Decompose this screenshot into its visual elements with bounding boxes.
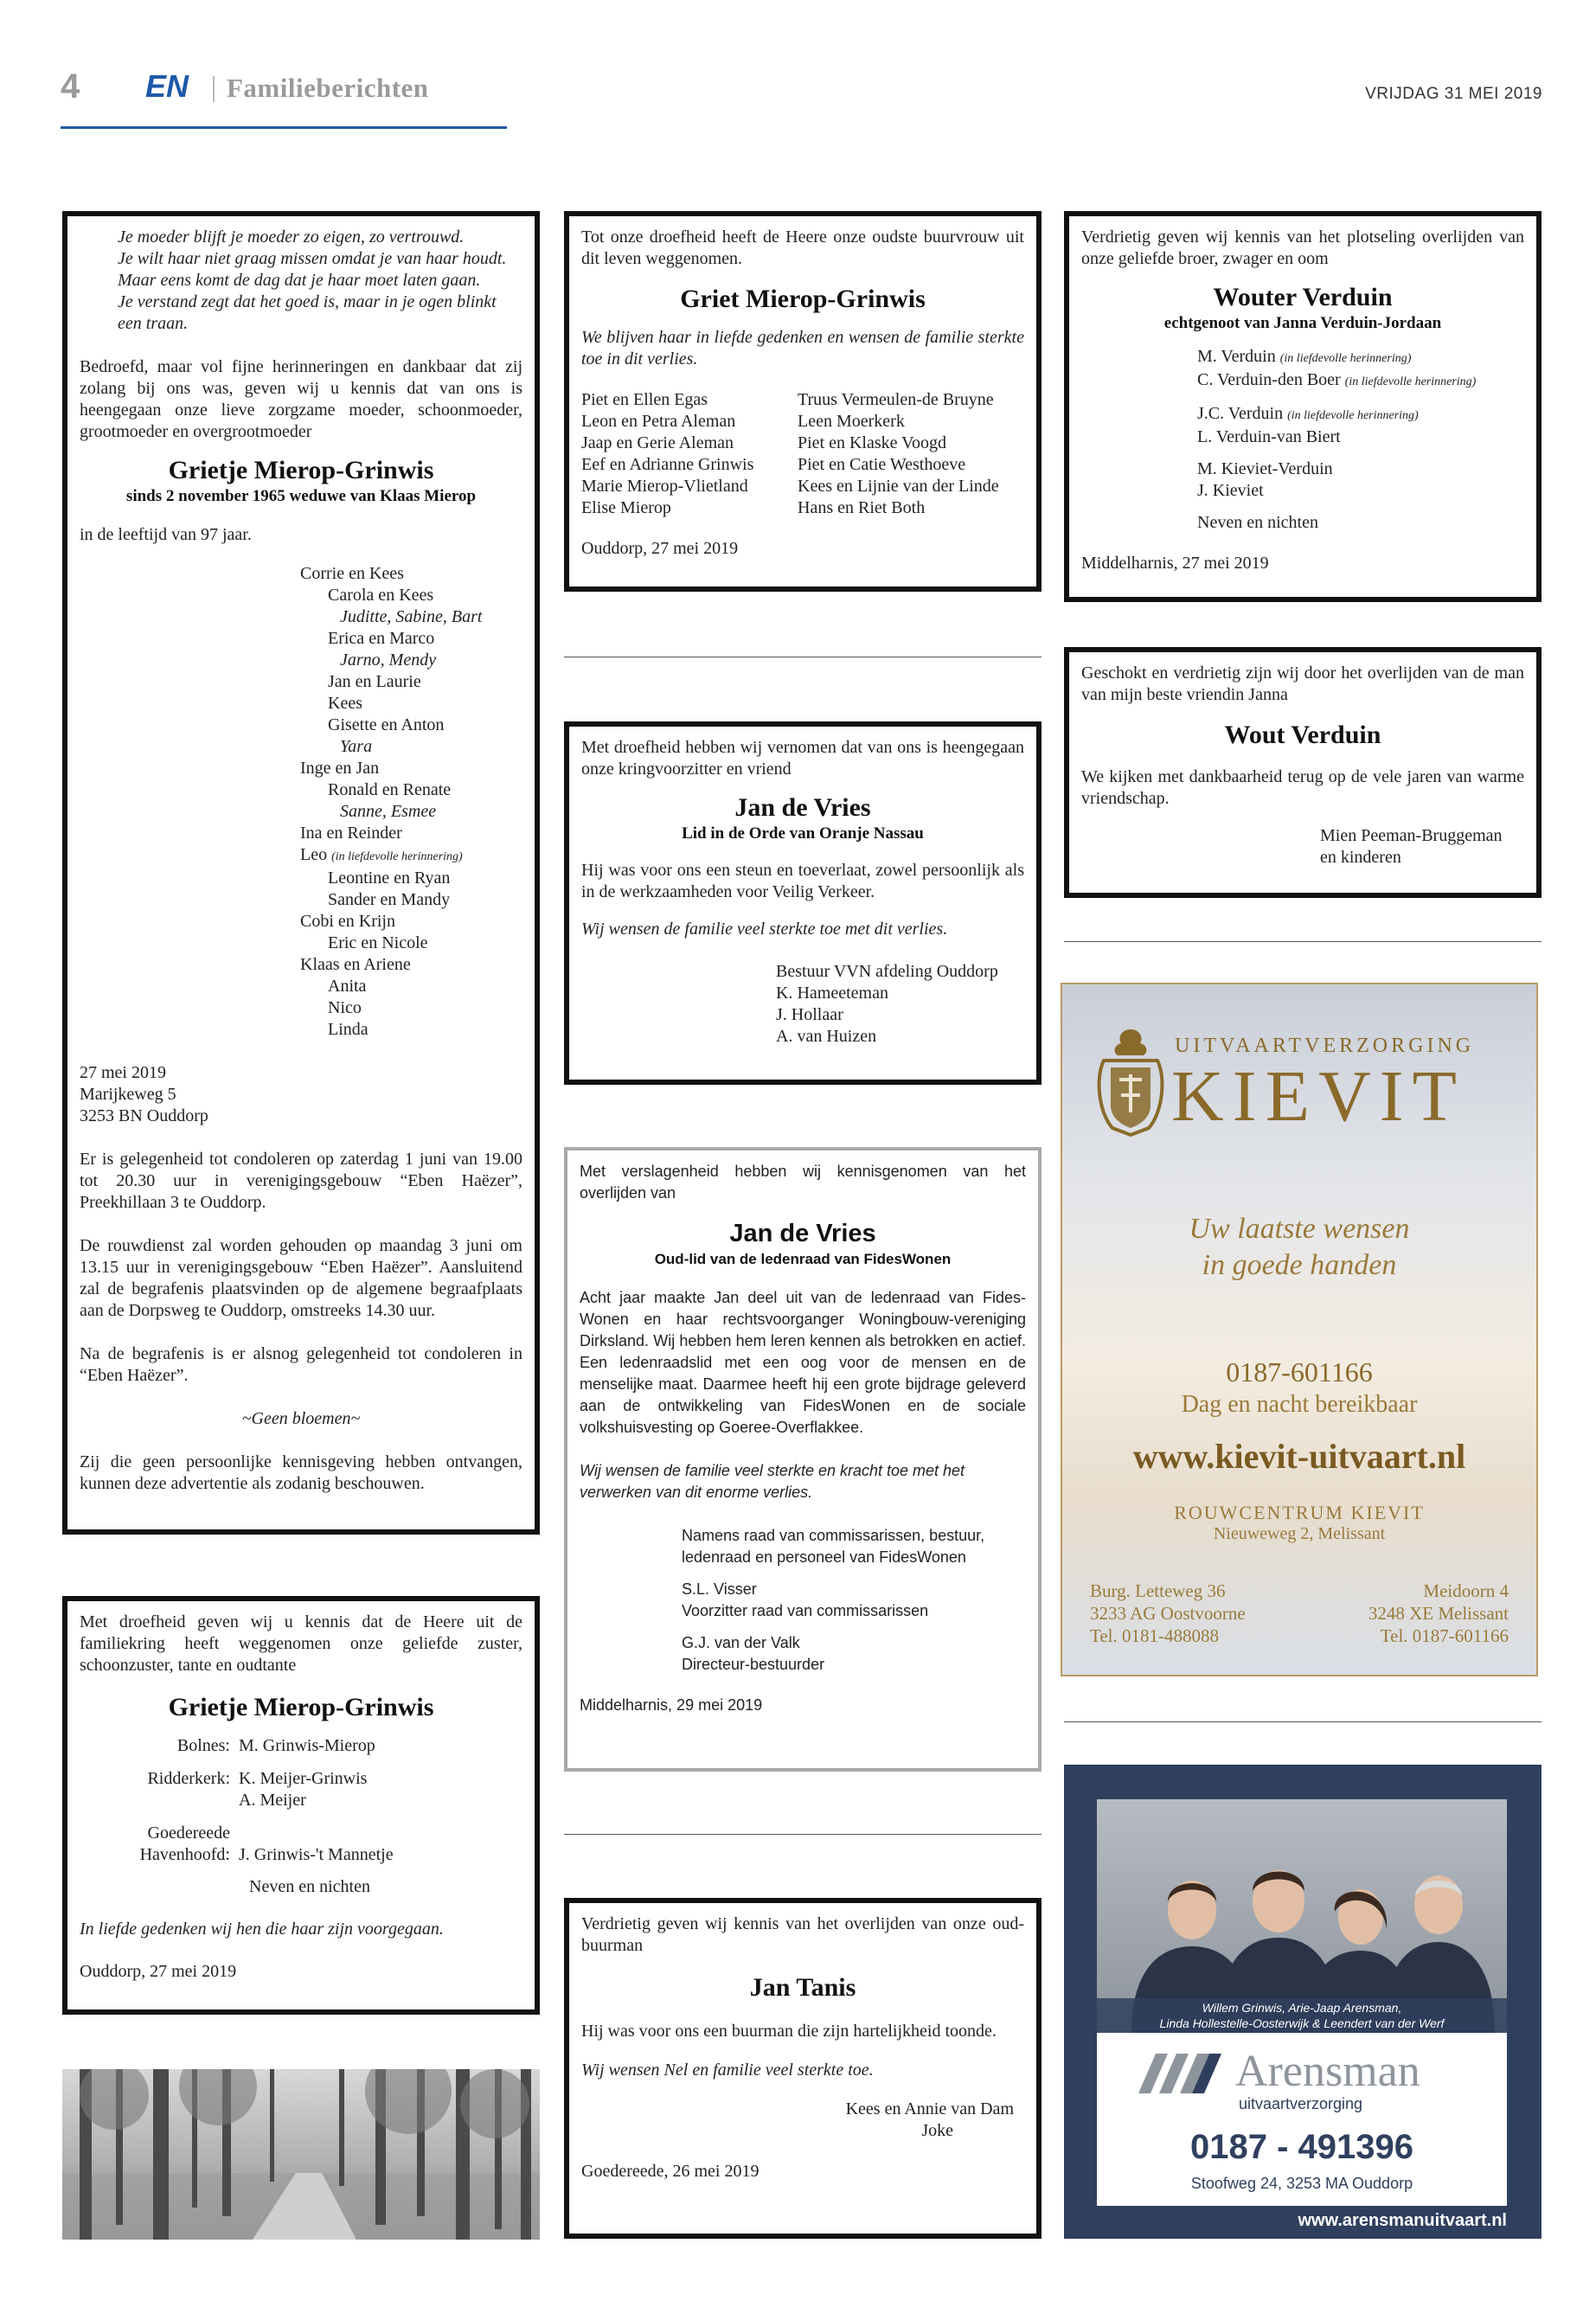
signer-name: Mien Peeman-Bruggeman [1320,826,1503,845]
relative-name: K. Meijer-Grinwis [239,1769,368,1788]
obituary-wouter-verduin [1064,211,1542,602]
deceased-name: Jan de Vries [729,1220,876,1247]
signer-name: Kees en Annie van Dam [845,2099,1014,2118]
nephews-text: Neven en nichten [1197,513,1318,532]
header-divider [213,76,215,102]
family-member [300,563,522,585]
address-block [80,1062,522,1127]
kievit-left-address [1090,1580,1246,1647]
wish-text: Wij wensen de familie veel sterkte en kracht toe met het verwerken van dit enorme verlies. [580,1462,965,1501]
arensman-photo [1097,1799,1507,2033]
family-member [300,693,522,715]
family-list [80,563,522,1041]
signers [581,961,1024,1048]
family-member-name: Jarno, Mendy [340,651,437,670]
ad-date: Middelharnis, 27 mei 2019 [1081,554,1269,573]
address-line: Tel. 0187-601166 [1380,1625,1509,1646]
address-line: 3233 AG Oostvoorne [1090,1603,1246,1624]
place-label: Bolnes: [176,1736,230,1755]
relatives-row [80,1823,522,1866]
header-rule [61,126,507,129]
section-title: Familieberichten [227,73,429,103]
place-label: Goedereede Havenhoofd: [139,1823,230,1864]
family-member [300,954,522,976]
signers [580,1525,1026,1676]
family-member [300,868,522,889]
relative-name: M. Grinwis-Mierop [239,1736,375,1755]
kievit-slogan [1062,1211,1536,1284]
family-member [300,1019,522,1041]
poem-line: Maar eens komt de dag dat je haar moet laten gaan. [118,271,481,290]
family-member [300,671,522,693]
ad-date: Ouddorp, 27 mei 2019 [581,539,739,558]
wish-text: Wij wensen Nel en familie veel sterkte toe. [581,2061,874,2080]
family-member-name: Sander en Mandy [328,890,451,909]
poem-line: Je moeder blijft je moeder zo eigen, zo vertrouwd. [118,228,465,247]
family-member-name: Ronald en Renate [328,780,452,799]
address-line: Burg. Letteweg 36 [1090,1580,1226,1601]
family-member [300,606,522,628]
caption-line: Linda Hollestelle-Oosterwijk & Leendert van der Werf [1159,2016,1445,2030]
memory-text: We blijven haar in liefde gedenken en wensen de familie sterkte toe in dit verlies. [581,328,1024,369]
page-number: 4 [61,67,80,106]
photo-caption [1097,2000,1507,2031]
ad-date: Goedereede, 26 mei 2019 [581,2162,760,2181]
relative-name: J. Grinwis-'t Mannetje [239,1845,394,1864]
obituary-jan-de-vries-fideswonen [564,1147,1042,1772]
family-member [300,779,522,801]
body-text: Hij was voor ons een steun en toeverlaat, zowel persoonlijk als in de werkzaamheden voor Veilig Verkeer. [581,861,1024,901]
relative-row [1197,458,1524,480]
family-member [300,844,522,868]
relatives-table [80,1735,522,1898]
issue-date: VRIJDAG 31 MEI 2019 [1365,85,1542,103]
after-funeral-text: Na de begrafenis is er alsnog gelegenheid tot condoleren in “Eben Haëzer”. [80,1344,522,1385]
neighbour-name: Piet en Klaske Voogd [798,433,947,452]
svg-text:EN: EN [145,69,189,104]
notice-text: Zij die geen persoonlijke kennisgeving hebben ontvangen, kunnen deze advertentie als zodanig beschouwen. [80,1452,522,1493]
family-member-name: Anita [328,977,367,996]
condolence-text: Er is gelegenheid tot condoleren op zaterdag 1 juni van 19.00 tot 20.30 uur in verenigingsgebouw “Eben Haëzer”, Preekhillaan 3 te Ouddorp. [80,1150,522,1212]
neighbour-name: Piet en Ellen Egas [581,390,708,409]
poem [80,227,522,335]
obituary-jan-tanis [564,1898,1042,2239]
relative-name: J.C. Verduin [1197,404,1284,423]
kievit-advertisement [1061,983,1538,1676]
obituary-jan-de-vries-vvn [564,721,1042,1085]
neighbour-name: Marie Mierop-Vlietland [581,477,748,496]
behalf-text: Namens raad van commissarissen, bestuur, ledenraad en personeel van FidesWonen [682,1527,985,1566]
intro-text: Verdrietig geven wij kennis van het plotseling overlijden van onze geliefde broer, zwager en oom [1081,228,1524,268]
address-line: Meidoorn 4 [1423,1580,1509,1601]
family-member-name: Leo [300,845,328,864]
neighbour-name: Leen Moerkerk [798,412,905,431]
arensman-address: Stoofweg 24, 3253 MA Ouddorp [1190,2175,1413,2192]
family-member [300,736,522,758]
relatives-row [80,1735,522,1757]
intro-text: Verdrietig geven wij kennis van het overlijden van onze oud-buurman [581,1914,1024,1955]
deceased-subtitle: Lid in de Orde van Oranje Nassau [682,824,924,843]
family-member-name: Linda [328,1020,369,1039]
family-member-name: Klaas en Ariene [300,955,411,974]
intro-text: Met droefheid hebben wij vernomen dat van ons is heengegaan onze kringvoorzitter en vriend [581,738,1024,779]
signer-name: en kinderen [1320,848,1401,867]
memory-note: (in liefdevolle herinnering) [331,850,463,863]
deceased-name: Wout Verduin [1224,721,1381,749]
service-text: De rouwdienst zal worden gehouden op maandag 3 juni om 13.15 uur in verenigingsgebouw “Eben Haëzer”. Aansluitend zal de begrafenis plaatsvinden op de algemene begraafplaats aan de Dorpsweg te Ouddorp, omstreeks 14.30 uur. [80,1236,522,1320]
signer-name: K. Hameeteman [776,984,888,1003]
relative-row [1197,426,1524,448]
slogan-line: in goede handen [1202,1249,1397,1281]
address-line: 3248 XE Melissant [1368,1603,1509,1624]
relative-name: L. Verduin-van Biert [1197,427,1341,446]
family-member [300,715,522,736]
family-member-name: Nico [328,998,362,1017]
neighbour-name: Truus Vermeulen-de Bruyne [798,390,994,409]
caption-line: Willem Grinwis, Arie-Jaap Arensman, [1202,2001,1402,2015]
closing-text: In liefde gedenken wij hen die haar zijn voorgegaan. [80,1920,444,1939]
family-member [300,585,522,606]
no-flowers-text: ~Geen bloemen~ [241,1409,361,1428]
kievit-url[interactable]: www.kievit-uitvaart.nl [1132,1437,1466,1476]
kievit-centre-address: Nieuweweg 2, Melissant [1213,1524,1386,1543]
family-member-name: Carola en Kees [328,586,434,605]
address-line: 27 mei 2019 [80,1063,166,1082]
neighbour-name: Jaap en Gerie Aleman [581,433,734,452]
arensman-phone: 0187 - 491396 [1189,2128,1413,2166]
column-divider [564,1834,1042,1835]
memory-note: (in liefdevolle herinnering) [1344,375,1477,388]
relatives-row [80,1768,522,1811]
family-member [300,758,522,779]
kievit-availability: Dag en nacht bereikbaar [1181,1391,1418,1418]
family-member [300,933,522,954]
deceased-subtitle: echtgenoot van Janna Verduin-Jordaan [1163,314,1442,332]
family-member-name: Kees [328,694,362,713]
family-member-name: Jan en Laurie [328,672,421,691]
signer-name: G.J. van der Valk [682,1634,800,1651]
relative-name: J. Kieviet [1197,481,1264,500]
relatives-list [1081,346,1524,534]
family-member-name: Gisette en Anton [328,715,445,734]
arensman-advertisement [1064,1765,1542,2239]
poem-line: Je verstand zegt dat het goed is, maar in je ogen blinkt [118,292,497,311]
body-text: We kijken met dankbaarheid terug op de vele jaren van warme vriendschap. [1081,767,1524,808]
deceased-name: Griet Mierop-Grinwis [680,285,926,313]
family-member [300,823,522,844]
signer-name: J. Hollaar [776,1005,843,1024]
memory-note: (in liefdevolle herinnering) [1287,409,1419,422]
family-member-name: Erica en Marco [328,629,435,648]
signers [581,2099,1024,2142]
family-member [300,628,522,650]
intro-text: Tot onze droefheid heeft de Heere onze oudste buurvrouw uit dit leven weggenomen. [581,228,1024,268]
family-member-name: Corrie en Kees [300,564,404,583]
arensman-card [1097,2033,1507,2206]
signer-name: S.L. Visser [682,1580,757,1598]
column-divider [1064,941,1542,942]
place-label: Ridderkerk: [147,1769,230,1788]
signer-name: Bestuur VVN afdeling Ouddorp [776,962,998,981]
family-member-name: Leontine en Ryan [328,868,451,888]
kievit-centre: ROUWCENTRUM KIEVIT [1174,1502,1425,1523]
neighbour-name: Kees en Lijnie van der Linde [798,477,999,496]
wish-text: Wij wensen de familie veel sterkte toe met dit verlies. [581,920,948,939]
family-member [300,911,522,933]
neighbour-name: Elise Mierop [581,498,671,517]
neighbour-name: Leon en Petra Aleman [581,412,736,431]
relative-row [1197,346,1524,369]
relative-row [1197,369,1524,393]
ad-date: Ouddorp, 27 mei 2019 [80,1962,237,1981]
kievit-top-label: UITVAARTVERZORGING [1175,1035,1475,1057]
poem-line: een traan. [118,314,189,333]
intro-text: Met verslagenheid hebben wij kennisgenomen van het overlijden van [580,1163,1026,1202]
en-logo-icon [145,69,197,104]
relative-name: M. Verduin [1197,347,1276,366]
memory-note: (in liefdevolle herinnering) [1279,352,1412,365]
family-member-name: Sanne, Esmee [340,802,437,821]
relative-name: A. Meijer [239,1791,306,1810]
intro-text: Met droefheid geven wij u kennis dat de Heere uit de familiekring heeft weggenomen onze geliefde zuster, schoonzuster, tante en oudtante [80,1612,522,1675]
body-text: Hij was voor ons een buurman die zijn hartelijkheid toonde. [581,2022,997,2041]
intro-text: Bedroefd, maar vol fijne herinneringen en dankbaar dat zij zolang bij ons was, geven wij u kennis dat van ons is heengegaan onze lieve zorgzame moeder, schoonmoeder, grootmoeder en overgrootmoeder [80,357,522,441]
neighbour-name: Eef en Adrianne Grinwis [581,455,754,474]
deceased-name: Grietje Mierop-Grinwis [168,1693,434,1721]
kievit-brand: KIEVIT [1171,1056,1465,1137]
kievit-crest-icon [1095,1026,1166,1138]
family-member [300,889,522,911]
deceased-name: Jan Tanis [749,1973,856,2002]
deceased-subtitle: Oud-lid van de ledenraad van FidesWonen [654,1251,952,1267]
family-member-name: Ina en Reinder [300,824,402,843]
column-divider [1064,1721,1542,1722]
family-member-name: Eric en Nicole [328,933,428,952]
family-member [300,801,522,823]
deceased-subtitle: sinds 2 november 1965 weduwe van Klaas Mierop [125,487,477,505]
body-text: Acht jaar maakte Jan deel uit van de ledenraad van Fides-Wonen en haar rechtsvoorganger Woningbouw-vereniging Dirksland. Wij hebben hem leren kennen als betrokken en actief. Een ledenraadslid met een oog voor de mensen en de menselijke maat. Daarmee heeft hij een grote bijdrage geleverd aan de ontwikkeling van FidesWonen en de sociale volkshuisvesting op Goeree-Overflakkee. [580,1289,1026,1436]
kievit-right-address [1368,1580,1509,1647]
neighbours-list [581,389,1024,519]
relative-row [1197,480,1524,502]
forest-photo [62,2069,540,2240]
arensman-brand: Arensman [1235,2047,1420,2096]
signer-name: A. van Huizen [776,1027,877,1046]
slogan-line: Uw laatste wensen [1189,1213,1410,1245]
family-member-name: Juditte, Sabine, Bart [340,607,483,626]
nephews-text: Neven en nichten [249,1877,370,1896]
family-member-name: Inge en Jan [300,759,380,778]
family-member-name: Cobi en Krijn [300,912,395,931]
neighbour-name: Hans en Riet Both [798,498,926,517]
arensman-logo-icon [1138,2054,1228,2093]
deceased-name: Wouter Verduin [1213,283,1393,311]
family-member-name: Yara [340,737,373,756]
arensman-tagline: uitvaartverzorging [1239,2095,1363,2112]
family-member [300,976,522,997]
relative-row [1197,403,1524,426]
relative-name: C. Verduin-den Boer [1197,370,1341,389]
age-text: in de leeftijd van 97 jaar. [80,525,252,544]
neighbour-name: Piet en Catie Westhoeve [798,455,966,474]
signer-role: Voorzitter raad van commissarissen [682,1602,929,1619]
obituary-griet-neighbours [564,211,1042,592]
signer-role: Directeur-bestuurder [682,1656,825,1673]
arensman-url[interactable]: www.arensmanuitvaart.nl [1298,2211,1507,2230]
family-member [300,650,522,671]
address-line: Marijkeweg 5 [80,1085,176,1104]
kievit-phone: 0187-601166 [1226,1356,1373,1388]
obituary-grietje-family [62,211,540,1535]
signer-name: Joke [921,2121,953,2140]
poem-line: Je wilt haar niet graag missen omdat je van haar houdt. [118,249,507,268]
family-member [300,997,522,1019]
neighbours-column [581,389,798,519]
deceased-name: Jan de Vries [734,793,871,822]
signers [1081,825,1524,868]
address-line: 3253 BN Ouddorp [80,1106,208,1125]
neighbours-column [798,389,999,519]
address-line: Tel. 0181-488088 [1090,1625,1220,1646]
team-photo-icon [1097,1799,1507,2033]
intro-text: Geschokt en verdrietig zijn wij door het overlijden van de man van mijn beste vriendin Janna [1081,663,1524,704]
relative-name: M. Kieviet-Verduin [1197,459,1333,478]
obituary-grietje-siblings [62,1596,540,2015]
ad-date: Middelharnis, 29 mei 2019 [580,1696,763,1714]
deceased-name: Grietje Mierop-Grinwis [168,456,434,484]
obituary-wout-verduin [1064,647,1542,898]
